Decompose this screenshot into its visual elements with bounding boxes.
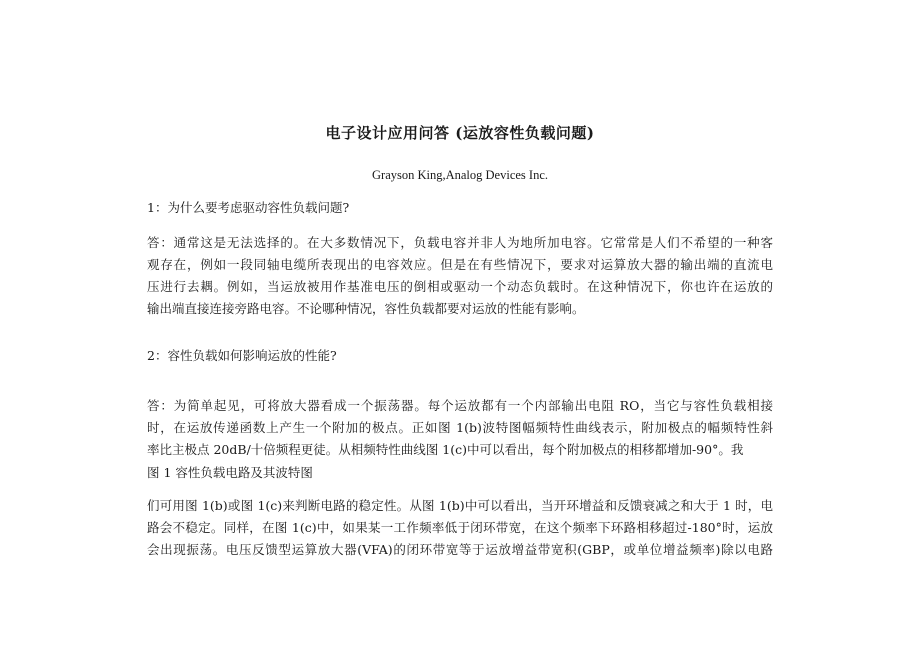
answer-1-line: 答：通常这是无法选择的。在大多数情况下，负载电容并非人为地所加电容。它常常是人们不希望的一种客 [147, 235, 773, 250]
answer-1-line: 观存在，例如一段同轴电缆所表现出的电容效应。但是在有些情况下，要求对运算放大器的输出端的直流电 [147, 257, 773, 272]
continuation-line: 们可用图 1(b)或图 1(c)来判断电路的稳定性。从图 1(b)中可以看出，当开环增益和反馈衰减之和大于 1 时，电 [147, 498, 773, 513]
answer-2-line: 答：为简单起见，可将放大器看成一个振荡器。每个运放都有一个内部输出电阻 RO，当它与容性负载相接 [147, 398, 773, 413]
continuation-line: 会出现振荡。电压反馈型运算放大器(VFA)的闭环带宽等于运放增益带宽积(GBP，或单位增益频率)除以电路 [147, 542, 773, 557]
continuation-line: 路会不稳定。同样，在图 1(c)中，如果某一工作频率低于闭环带宽，在这个频率下环路相移超过-180°时，运放 [147, 520, 773, 535]
question-1: 1：为什么要考虑驱动容性负载问题? [147, 200, 350, 215]
answer-1-paragraph [147, 232, 773, 320]
answer-1-line: 压进行去耦。例如，当运放被用作基准电压的倒相或驱动一个动态负载时。在这种情况下，你也许在运放的 [147, 279, 773, 294]
answer-2-line: 时，在运放传递函数上产生一个附加的极点。正如图 1(b)波特图幅频特性曲线表示，附加极点的幅频特性斜 [147, 420, 773, 435]
answer-1-line: 输出端直接连接旁路电容。不论哪种情况，容性负载都要对运放的性能有影响。 [147, 301, 585, 316]
answer-2-continuation [147, 495, 773, 561]
figure-caption: 图 1 容性负载电路及其波特图 [147, 465, 313, 480]
answer-2-paragraph [147, 395, 773, 461]
question-2: 2：容性负载如何影响运放的性能? [147, 348, 337, 363]
author-line: Grayson King,Analog Devices Inc. [372, 168, 548, 182]
document-title: 电子设计应用问答 (运放容性负载问题) [325, 124, 595, 142]
answer-2-line: 率比主极点 20dB/十倍频程更徒。从相频特性曲线图 1(c)中可以看出，每个附加极点的相移都增加-90°。我 [147, 442, 744, 457]
